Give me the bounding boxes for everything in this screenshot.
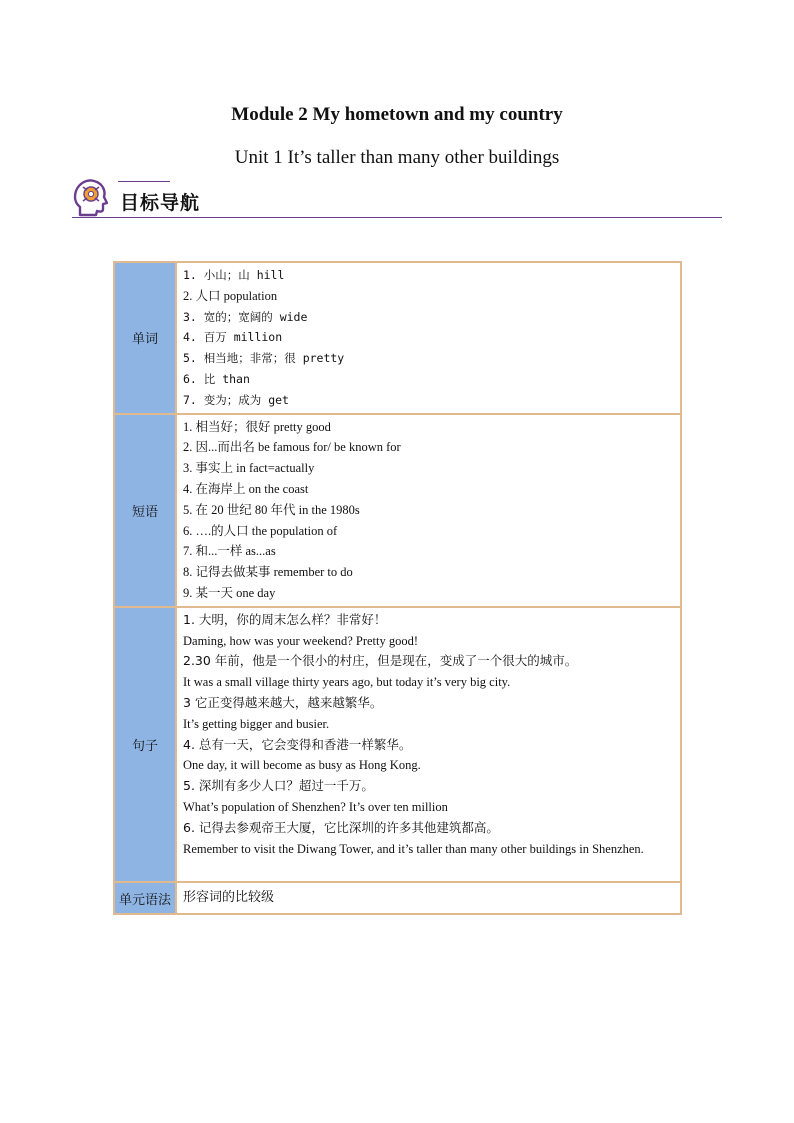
sentence-en: What’s population of Shenzhen? It’s over ten million <box>183 799 448 814</box>
header-top-line <box>118 181 170 182</box>
phrase-item: 6. ….的人口 the population of <box>183 523 338 538</box>
sentence-en: It’s getting bigger and busier. <box>183 716 330 731</box>
phrases-row <box>114 414 681 607</box>
phrases-label: 短语 <box>114 414 176 607</box>
words-label: 单词 <box>114 262 176 414</box>
phrase-item: 3. 事实上 in fact=actually <box>183 461 315 476</box>
sentences-row <box>114 607 681 883</box>
words-content <box>176 262 681 414</box>
phrase-item: 9. 某一天 one day <box>183 585 276 600</box>
sentence-en: One day, it will become as busy as Hong Kong. <box>183 758 421 773</box>
sentence-en: It was a small village thirty years ago, but today it’s very big city. <box>183 675 511 690</box>
phrase-item: 4. 在海岸上 on the coast <box>183 481 309 496</box>
words-row <box>114 262 681 414</box>
sentence-zh: 6. 记得去参观帝王大厦，它比深圳的许多其他建筑都高。 <box>183 819 499 835</box>
unit-title: Unit 1 It’s taller than many other buildings <box>234 147 560 168</box>
section-header <box>72 177 722 218</box>
grammar-label: 单元语法 <box>114 882 176 914</box>
word-item: 6. 比 than <box>183 371 250 386</box>
sentences-content <box>176 607 681 883</box>
phrase-item: 7. 和...一样 as...as <box>183 544 276 559</box>
header-rule <box>72 217 722 219</box>
phrase-item: 5. 在 20 世纪 80 年代 in the 1980s <box>183 502 360 517</box>
head-gear-icon <box>72 177 108 217</box>
sentence-zh: 3 它正变得越来越大，越来越繁华。 <box>183 694 383 710</box>
sentence-zh: 5. 深圳有多少人口？超过一千万。 <box>183 778 374 794</box>
word-item: 4. 百万 million <box>183 330 283 345</box>
phrase-item: 2. 因...而出名 be famous for/ be known for <box>183 440 401 455</box>
phrase-item: 1. 相当好；很好 pretty good <box>183 419 331 434</box>
word-item: 3. 宽的；宽阔的 wide <box>183 309 308 324</box>
sentence-zh: 1. 大明，你的周末怎么样？非常好！ <box>183 611 387 627</box>
module-title: Module 2 My hometown and my country <box>231 104 563 125</box>
sentence-zh: 4. 总有一天，它会变得和香港一样繁华。 <box>183 736 412 752</box>
sentence-en: Daming, how was your weekend? Pretty good! <box>183 633 419 648</box>
sentences-label: 句子 <box>114 607 176 883</box>
study-table <box>113 261 682 915</box>
phrase-item: 8. 记得去做某事 remember to do <box>183 565 353 580</box>
word-item: 5. 相当地；非常；很 pretty <box>183 351 345 366</box>
grammar-content: 形容词的比较级 <box>176 882 681 914</box>
grammar-row <box>114 882 681 914</box>
phrases-content <box>176 414 681 607</box>
sentence-en: Remember to visit the Diwang Tower, and it’s taller than many other buildings in Shenzhen. <box>183 841 644 856</box>
word-item: 2. 人口 population <box>183 288 278 303</box>
word-item: 7. 变为；成为 get <box>183 392 289 407</box>
word-item: 1. 小山；山 hill <box>183 268 285 282</box>
section-label: 目标导航 <box>120 192 201 214</box>
sentence-zh: 2.30 年前，他是一个很小的村庄，但是现在，变成了一个很大的城市。 <box>183 653 578 669</box>
